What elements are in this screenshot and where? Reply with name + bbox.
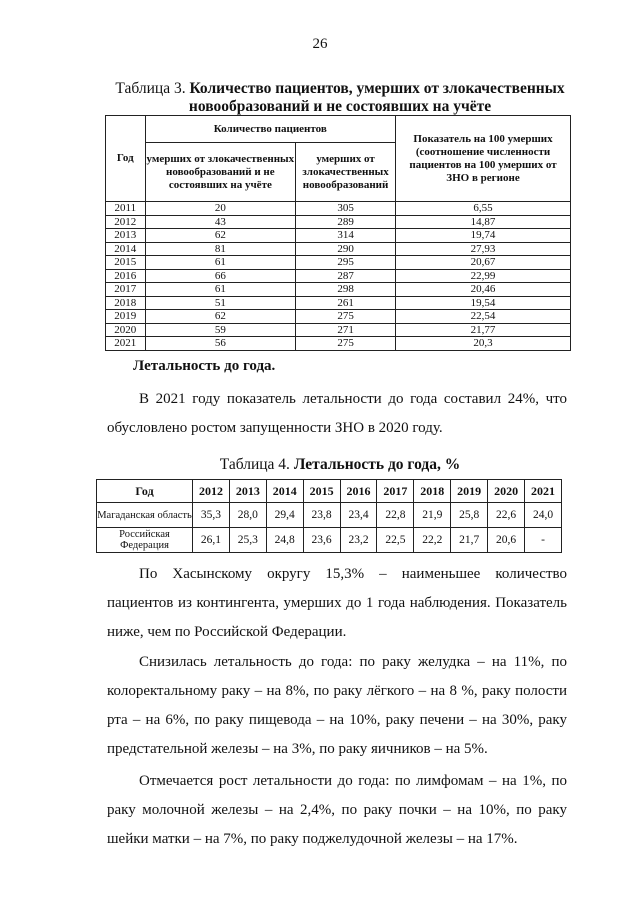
table-cell: 62 [145,310,296,324]
table-cell: 61 [145,256,296,270]
header-cell: 2017 [377,480,414,503]
header-cell: 2015 [303,480,340,503]
table-cell: 305 [296,202,396,216]
table-cell: 23,8 [303,503,340,528]
table-cell: 35,3 [193,503,230,528]
table-cell: 275 [296,337,396,351]
header-cell: 2016 [340,480,377,503]
table-cell: 20,3 [396,337,571,351]
table-row [106,296,571,310]
table-cell: 22,6 [488,503,525,528]
table-cell: 23,2 [340,528,377,553]
table-cell: 23,6 [303,528,340,553]
table-cell: 19,74 [396,229,571,243]
section-heading: Летальность до года. [133,358,276,374]
table-cell: 62 [145,229,296,243]
table-cell: 2021 [106,337,146,351]
header-cell: 2013 [229,480,266,503]
table-cell: 19,54 [396,296,571,310]
table-cell: 27,93 [396,242,571,256]
header-year: Год [106,116,146,202]
header-col1: умерших от злокачественных новообразований и не состоявших на учёте [145,143,296,202]
table-row [106,323,571,337]
table-row [106,202,571,216]
table4-title: Таблица 4. Летальность до года, % [219,456,461,473]
header-cell: 2020 [488,480,525,503]
table-cell: 56 [145,337,296,351]
table-row [106,283,571,297]
header-cell: Год [97,480,193,503]
table-cell: 20,46 [396,283,571,297]
table-cell: 2012 [106,215,146,229]
header-cell: 2012 [193,480,230,503]
table-cell: 290 [296,242,396,256]
table-row [106,229,571,243]
table-cell: 25,8 [451,503,488,528]
table-cell: 21,7 [451,528,488,553]
table-cell: 314 [296,229,396,243]
table-cell: 2020 [106,323,146,337]
table-row [106,269,571,283]
table-cell: 2015 [106,256,146,270]
header-cell: 2019 [451,480,488,503]
table-row [106,310,571,324]
paragraph: Снизилась летальность до года: по раку желудка – на 11%, по колоректальному раку – на 8%, по раку лёгкого – на 8 %, раку полости рта – на 6%, по раку пищевода – на 10%, раку печени – на 30%, раку предстательной железы – на 3%, по раку яичников – на 5%. [107,654,567,757]
table-cell: 22,54 [396,310,571,324]
header-col3: Показатель на 100 умерших (соотношение численности пациентов на 100 умерших от ЗНО в регионе [396,116,571,202]
table-cell: 22,5 [377,528,414,553]
table-cell: 20 [145,202,296,216]
table-cell: 66 [145,269,296,283]
table-cell: 261 [296,296,396,310]
table-row [97,528,562,553]
table-cell: 275 [296,310,396,324]
table-row [106,256,571,270]
table-cell: 24,0 [525,503,562,528]
table-cell: 2014 [106,242,146,256]
table-cell: 2013 [106,229,146,243]
table-cell: 28,0 [229,503,266,528]
table-cell: 20,67 [396,256,571,270]
table-cell: 59 [145,323,296,337]
header-group: Количество пациентов [145,116,395,143]
table-cell: 2019 [106,310,146,324]
table-cell: 24,8 [266,528,303,553]
table-cell: 20,6 [488,528,525,553]
table-cell: 22,2 [414,528,451,553]
table-cell: 2011 [106,202,146,216]
table-cell: - [525,528,562,553]
table-cell: 6,55 [396,202,571,216]
table-row [106,337,571,351]
table-cell: 295 [296,256,396,270]
table-row [97,503,562,528]
table-cell: 289 [296,215,396,229]
table4 [96,479,562,553]
table3 [105,115,571,351]
table-cell: 271 [296,323,396,337]
table-cell: 61 [145,283,296,297]
table-cell: 29,4 [266,503,303,528]
table-cell: 298 [296,283,396,297]
page-number: 26 [312,36,328,52]
header-cell: 2018 [414,480,451,503]
table3-title: Таблица 3. Количество пациентов, умерших от злокачественных новообразований и не состоявших на учёте [115,80,565,115]
table-cell: 21,77 [396,323,571,337]
table-cell: 22,99 [396,269,571,283]
table-cell: 81 [145,242,296,256]
table-cell: 23,4 [340,503,377,528]
header-col2: умерших от злокачественных новообразований [296,143,396,202]
table-cell: Магаданская область [97,503,193,528]
header-cell: 2021 [525,480,562,503]
table-cell: 25,3 [229,528,266,553]
table-cell: 21,9 [414,503,451,528]
table-row [106,242,571,256]
table-cell: Российская Федерация [97,528,193,553]
table-row [106,215,571,229]
paragraph: Отмечается рост летальности до года: по лимфомам – на 1%, по раку молочной железы – на 2,4%, по раку почки – на 10%, по раку шейки матки – на 7%, по раку поджелудочной железы – на 17%. [107,773,567,847]
table-cell: 51 [145,296,296,310]
table-cell: 2017 [106,283,146,297]
table-cell: 22,8 [377,503,414,528]
paragraph: По Хасынскому округу 15,3% – наименьшее количество пациентов из контингента, умерших до 1 года наблюдения. Показатель ниже, чем по Российской Федерации. [107,566,567,640]
table-cell: 43 [145,215,296,229]
header-cell: 2014 [266,480,303,503]
paragraph: В 2021 году показатель летальности до года составил 24%, что обусловлено ростом запущенности ЗНО в 2020 году. [107,391,567,436]
table-cell: 14,87 [396,215,571,229]
table-cell: 287 [296,269,396,283]
table-cell: 2016 [106,269,146,283]
table-cell: 26,1 [193,528,230,553]
table-cell: 2018 [106,296,146,310]
